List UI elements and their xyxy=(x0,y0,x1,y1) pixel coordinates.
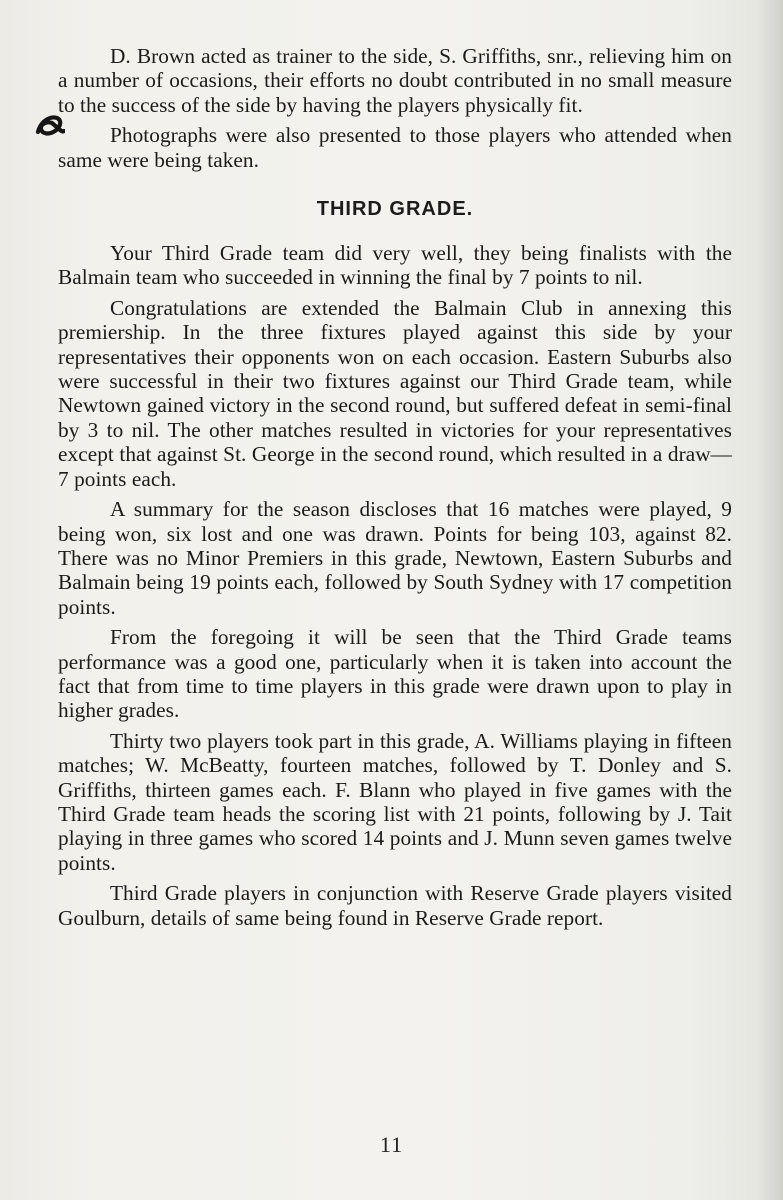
paragraph-finalists: Your Third Grade team did very well, they being finalists with the Balmain team who succeeded in winning the final by 7 points to nil. xyxy=(58,241,732,290)
paragraph-trainer: D. Brown acted as trainer to the side, S. Griffiths, snr., relieving him on a number of occasions, their efforts no doubt contributed in no small measure to the success of the side by having the players physically fit. xyxy=(58,44,732,117)
page-body xyxy=(58,44,732,936)
paragraph-players: Thirty two players took part in this grade, A. Williams playing in fifteen matches; W. McBeatty, fourteen matches, followed by T. Donley and S. Griffiths, thirteen games each. F. Blann who played in five games with the Third Grade team heads the scoring list with 21 points, following by J. Tait playing in three games who scored 14 points and J. Munn seven games twelve points. xyxy=(58,728,732,875)
paragraph-goulburn: Third Grade players in conjunction with Reserve Grade players visited Goulburn, details of same being found in Reserve Grade report. xyxy=(58,881,732,930)
paragraph-photographs: Photographs were also presented to those players who attended when same were being taken. xyxy=(58,123,732,172)
paragraph-summary: A summary for the season discloses that 16 matches were played, 9 being won, six lost and one was drawn. Points for being 103, against 82. There was no Minor Premiers in this grade, Newtown, Eastern Suburbs and Balmain being 19 points each, followed by South Sydney with 17 competition points. xyxy=(58,497,732,619)
section-heading: THIRD GRADE. xyxy=(316,198,474,221)
paragraph-performance: From the foregoing it will be seen that the Third Grade teams performance was a good one, particularly when it is taken into account the fact that from time to time players in this grade were drawn upon to play in higher grades. xyxy=(58,625,732,723)
page-number: 11 xyxy=(379,1132,404,1157)
paragraph-congratulations: Congratulations are extended the Balmain Club in annexing this premiership. In the three fixtures played against this side by your representatives their opponents won on each occasion. Eastern Suburbs also were successful in their two fixtures against our Third Grade team, while Newtown gained victory in the second round, but suffered defeat in semi-final by 3 to nil. The other matches resulted in victories for your representatives except that against St. George in the second round, which resulted in a draw—7 points each. xyxy=(58,295,732,491)
